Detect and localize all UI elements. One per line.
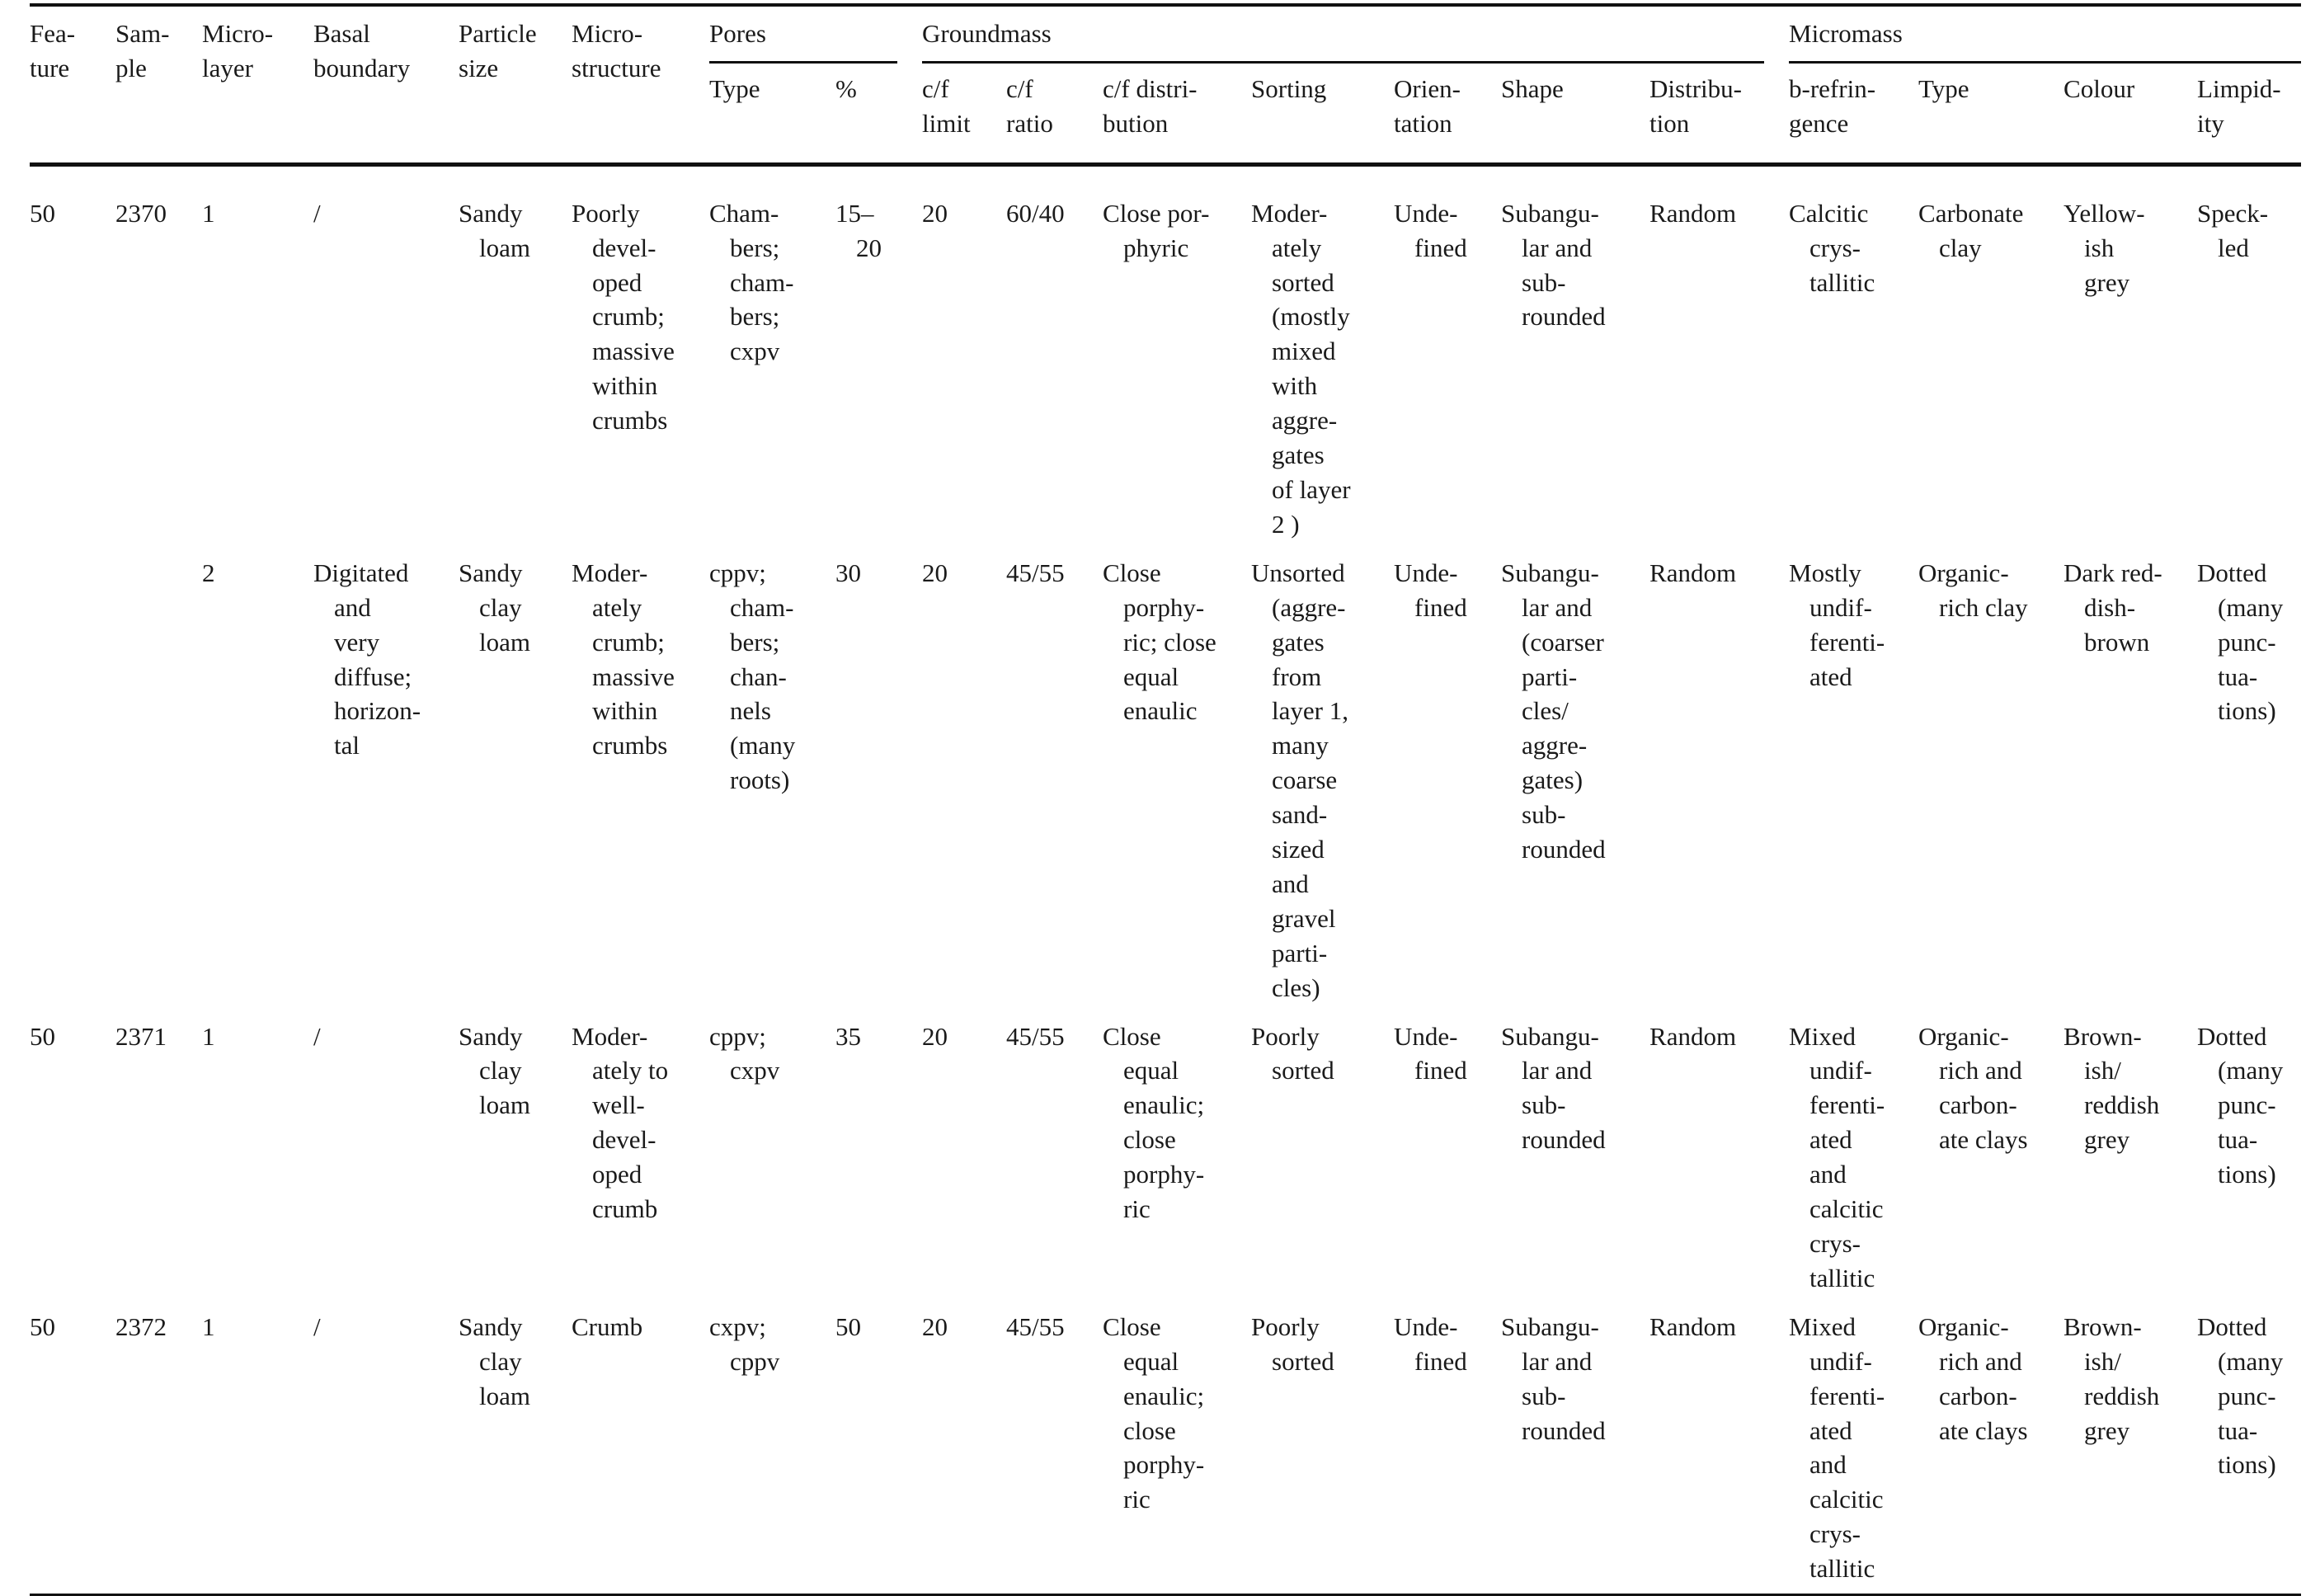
- table-cell: Sandy clay loam: [459, 1021, 530, 1120]
- table-cell: Mixed undif- ferenti- ated and calcitic crys- tallitic: [1789, 1021, 1885, 1292]
- table-cell: 2372: [115, 1311, 167, 1341]
- table-cell: Sandy loam: [459, 198, 530, 262]
- table-cell: 2371: [115, 1021, 167, 1051]
- table-cell: Sandy clay loam: [459, 558, 530, 657]
- table-cell: Organic- rich and carbon- ate clays: [1918, 1311, 2028, 1445]
- table-cell: 45/55: [1006, 1021, 1065, 1051]
- table-cell: 50: [30, 1311, 55, 1341]
- table-cell: /: [313, 1311, 321, 1341]
- header-basal-boundary: Basal boundary: [313, 19, 411, 82]
- table-cell: Random: [1649, 198, 1737, 228]
- table-cell: Poorly sorted: [1251, 1021, 1334, 1085]
- table-cell: Poorly devel- oped crumb; massive within crumbs: [572, 198, 675, 435]
- table-row: [30, 1013, 2301, 1303]
- header-group-groundmass: [922, 5, 1789, 64]
- header-microlayer: Micro- layer: [202, 19, 274, 82]
- table-cell: Crumb: [572, 1311, 643, 1341]
- header-group-micromass: [1789, 5, 2301, 64]
- table-cell: 2: [202, 558, 215, 587]
- table-cell: Mixed undif- ferenti- ated and calcitic crys- tallitic: [1789, 1311, 1885, 1584]
- header-feature: Fea- ture: [30, 19, 76, 82]
- table-cell: 1: [202, 198, 215, 228]
- group-label: Pores: [709, 16, 897, 64]
- table-cell: Close porphy- ric; close equal enaulic: [1103, 558, 1216, 726]
- table-cell: Mostly undif- ferenti- ated: [1789, 558, 1885, 691]
- table-cell: 30: [835, 558, 861, 587]
- header-particle-size: Particle size: [459, 19, 537, 82]
- table-cell: Unde- fined: [1394, 198, 1467, 262]
- table-cell: Unsorted (aggre- gates from layer 1, many coarse sand- sized and gravel parti- cles): [1251, 558, 1348, 1002]
- table-cell: 50: [835, 1311, 861, 1341]
- table-cell: 20: [922, 1311, 948, 1341]
- table-cell: Subangu- lar and sub- rounded: [1501, 1311, 1606, 1445]
- table-cell: cxpv; cppv: [709, 1311, 780, 1376]
- table-cell: 45/55: [1006, 1311, 1065, 1341]
- table-cell: Unde- fined: [1394, 558, 1467, 622]
- table-row: [30, 1303, 2301, 1595]
- header-micromass-type: Type: [1918, 73, 1969, 103]
- header-b-refringence: b-refrin- gence: [1789, 73, 1876, 138]
- table-cell: Subangu- lar and (coarser parti- cles/ aggre- gates) sub- rounded: [1501, 558, 1606, 864]
- table-cell: Cham- bers; cham- bers; cxpv: [709, 198, 794, 366]
- table-cell: Moder- ately sorted (mostly mixed with aggre- gates of layer 2 ): [1251, 198, 1351, 539]
- table-cell: 1: [202, 1311, 215, 1341]
- table-cell: /: [313, 198, 321, 228]
- header-pores-percent: %: [835, 73, 857, 103]
- table-cell: Random: [1649, 1021, 1737, 1051]
- table-cell: Speck- led: [2197, 198, 2269, 262]
- table-cell: 15– 20: [835, 198, 882, 262]
- header-sample: Sam- ple: [115, 19, 170, 82]
- table-cell: 2370: [115, 198, 167, 228]
- header-limpidity: Limpid- ity: [2197, 73, 2281, 138]
- table-cell: Brown- ish/ reddish grey: [2064, 1021, 2160, 1155]
- header-colour: Colour: [2064, 73, 2135, 103]
- table-cell: Sandy clay loam: [459, 1311, 530, 1410]
- table-header: [30, 5, 2301, 164]
- header-group-pores: [709, 5, 922, 64]
- table-cell: cppv; cxpv: [709, 1021, 780, 1085]
- table-cell: Moder- ately crumb; massive within crumbs: [572, 558, 675, 760]
- table-cell: Poorly sorted: [1251, 1311, 1334, 1376]
- table-cell: 20: [922, 558, 948, 587]
- table-cell: [30, 549, 115, 1013]
- table-cell: Moder- ately to well- devel- oped crumb: [572, 1021, 669, 1224]
- table-cell: Brown- ish/ reddish grey: [2064, 1311, 2160, 1445]
- table-cell: Unde- fined: [1394, 1311, 1467, 1376]
- header-cf-distribution: c/f distri- bution: [1103, 73, 1198, 138]
- table-cell: Random: [1649, 558, 1737, 587]
- table-cell: Subangu- lar and sub- rounded: [1501, 1021, 1606, 1155]
- table-cell: Dotted (many punc- tua- tions): [2197, 1311, 2284, 1480]
- table-cell: 20: [922, 198, 948, 228]
- header-cf-limit: c/f limit: [922, 73, 971, 138]
- header-shape: Shape: [1501, 73, 1564, 103]
- group-label: Micromass: [1789, 16, 2301, 64]
- table-cell: Calcitic crys- tallitic: [1789, 198, 1875, 297]
- header-microstructure: Micro- structure: [572, 19, 661, 82]
- table-cell: Close equal enaulic; close porphy- ric: [1103, 1021, 1205, 1224]
- table-cell: 50: [30, 198, 55, 228]
- table-cell: 45/55: [1006, 558, 1065, 587]
- table-cell: Organic- rich and carbon- ate clays: [1918, 1021, 2028, 1155]
- table-cell: Dotted (many punc- tua- tions): [2197, 558, 2284, 726]
- table-cell: /: [313, 1021, 321, 1051]
- table-cell: Close equal enaulic; close porphy- ric: [1103, 1311, 1205, 1514]
- table-cell: Close por- phyric: [1103, 198, 1210, 262]
- table-cell: Unde- fined: [1394, 1021, 1467, 1085]
- header-orientation: Orien- tation: [1394, 73, 1461, 138]
- table-cell: Carbonate clay: [1918, 198, 2024, 262]
- table-cell: Digitated and very diffuse; horizon- tal: [313, 558, 421, 760]
- table-cell: Dotted (many punc- tua- tions): [2197, 1021, 2284, 1189]
- header-pores-type: Type: [709, 73, 760, 103]
- table-body: [30, 164, 2301, 1594]
- table-cell: Dark red- dish- brown: [2064, 558, 2162, 657]
- table-cell: [115, 549, 202, 1013]
- table-row: [30, 164, 2301, 549]
- table-cell: Random: [1649, 1311, 1737, 1341]
- table-cell: 20: [922, 1021, 948, 1051]
- header-sorting: Sorting: [1251, 73, 1327, 103]
- header-distribution: Distribu- tion: [1649, 73, 1742, 138]
- micromorphology-table: [30, 3, 2301, 1596]
- group-label: Groundmass: [922, 16, 1764, 64]
- table-cell: 60/40: [1006, 198, 1065, 228]
- table-cell: cppv; cham- bers; chan- nels (many roots): [709, 558, 796, 795]
- table-cell: Organic- rich clay: [1918, 558, 2028, 622]
- table-cell: 35: [835, 1021, 861, 1051]
- table-row: [30, 549, 2301, 1013]
- table-cell: Yellow- ish grey: [2064, 198, 2145, 297]
- table-cell: 50: [30, 1021, 55, 1051]
- table-cell: 1: [202, 1021, 215, 1051]
- table-cell: Subangu- lar and sub- rounded: [1501, 198, 1606, 332]
- header-cf-ratio: c/f ratio: [1006, 73, 1053, 138]
